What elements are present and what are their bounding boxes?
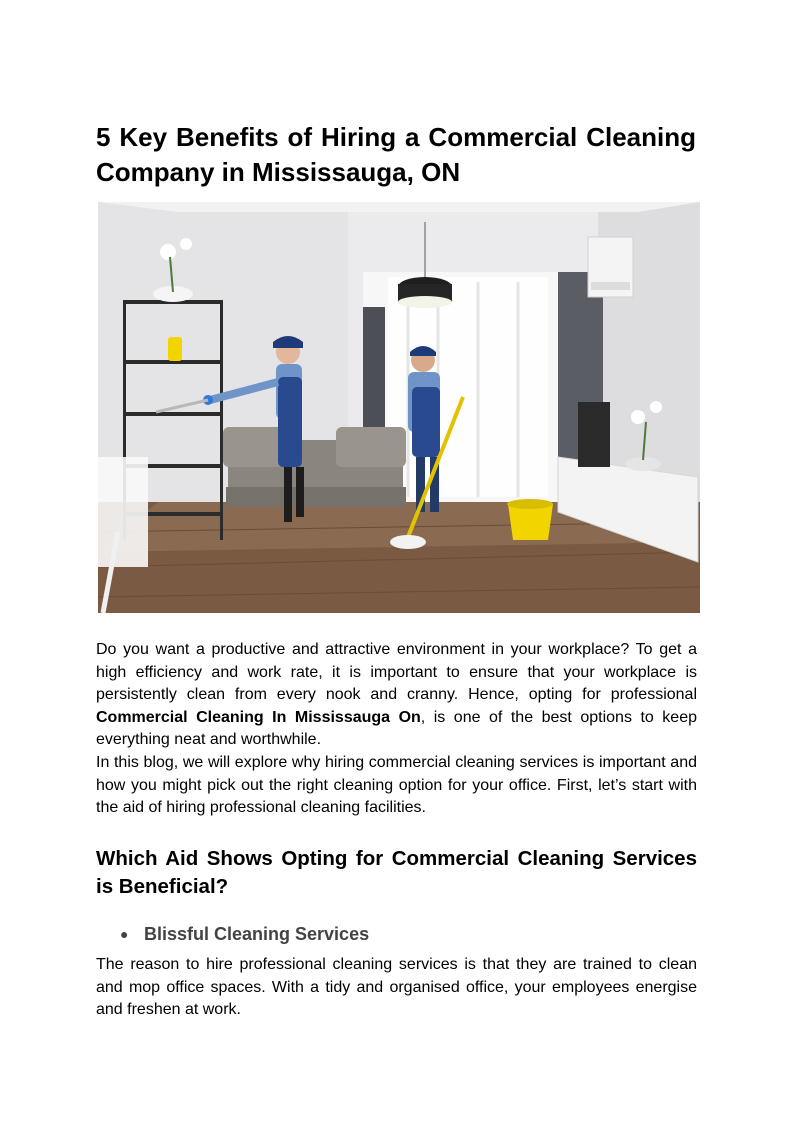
blog-paragraph: In this blog, we will explore why hiring commercial cleaning services is important and how you might pick out the right cleaning option for your office. First, let’s start with the aid of hiring professional cleaning facilities. <box>96 754 697 817</box>
bullet-item <box>120 922 369 946</box>
intro-bold-keyword: Commercial Cleaning In Mississauga On <box>96 708 421 726</box>
cleaning-staff-photo <box>98 202 700 613</box>
section-heading: Which Aid Shows Opting for Commercial Cleaning Services is Beneficial? <box>96 847 697 898</box>
bullet-dot-icon: ● <box>120 926 129 942</box>
bullet-label: Blissful Cleaning Services <box>144 924 370 944</box>
intro-text-end: , is one of the best options to keep everything neat and worthwhile. <box>96 708 697 749</box>
intro-paragraph <box>96 639 697 752</box>
intro-text-start: Do you want a productive and attractive environment in your workplace? To get a high efficiency and work rate, it is important to ensure that your workplace is persistently clean from every nook and cranny. Hence, opting for professional <box>96 641 697 704</box>
bullet-paragraph: The reason to hire professional cleaning services is that they are trained to clean and mop office spaces. With a tidy and organised office, your employees energise and freshen at work. <box>96 956 697 1019</box>
document-title: 5 Key Benefits of Hiring a Commercial Cleaning Company in Mississauga, ON <box>96 122 696 187</box>
